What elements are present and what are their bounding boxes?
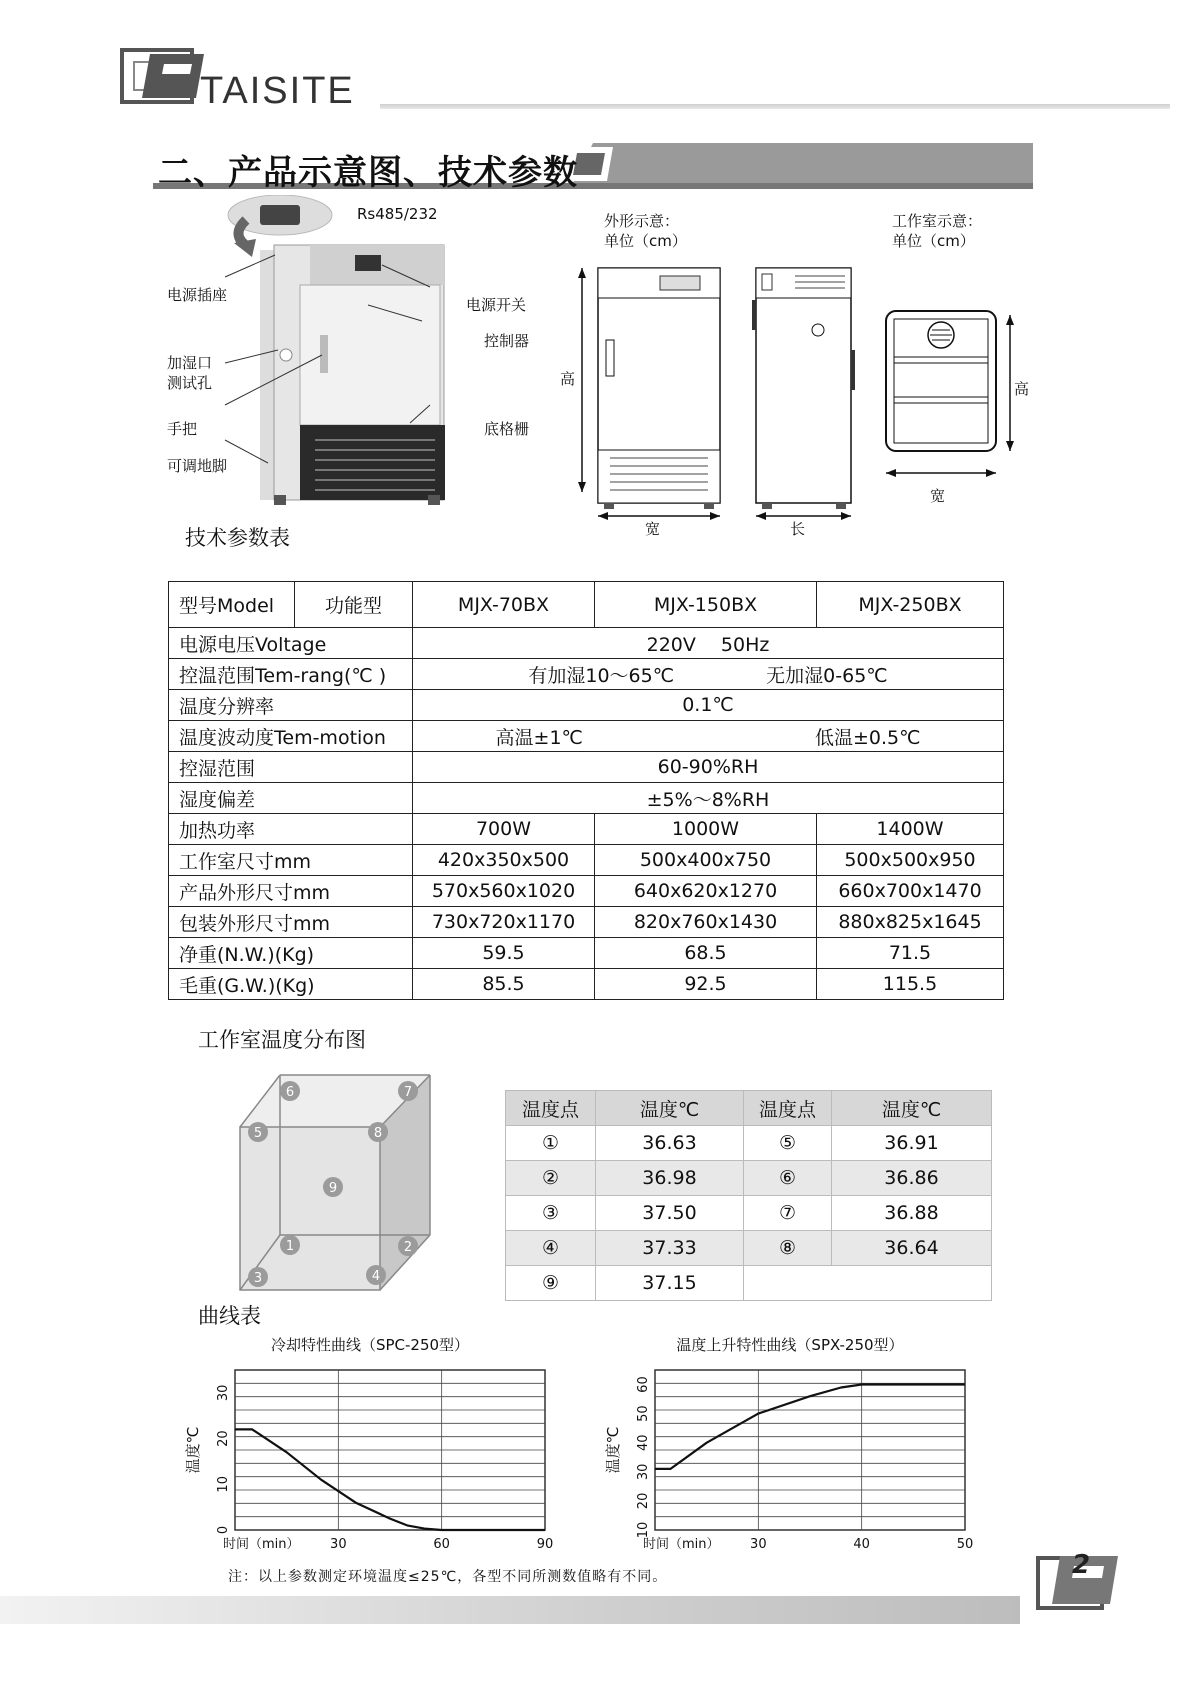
section-title: 二、产品示意图、技术参数 — [158, 153, 578, 193]
spec-label-voltage: 电源电压Voltage — [169, 628, 413, 659]
spec-label-humidity-dev: 湿度偏差 — [169, 783, 413, 814]
cooling-curve-chart — [180, 1330, 560, 1562]
spec-cell: 68.5 — [595, 938, 817, 969]
fluctuation-high: 高温±1℃ — [495, 726, 583, 749]
spec-cell: 420x350x500 — [413, 845, 595, 876]
x-tick-label: 60 — [433, 1537, 450, 1552]
chamber-drawing — [880, 305, 1030, 485]
dist-cell: 36.64 — [832, 1231, 992, 1266]
y-tick-label: 60 — [636, 1376, 651, 1393]
spec-row-label: 工作室尺寸mm — [169, 845, 413, 876]
spec-label-resolution: 温度分辨率 — [169, 690, 413, 721]
outline-title: 外形示意： — [604, 212, 680, 230]
cube-point-label: 5 — [253, 1126, 263, 1141]
spec-row-label: 包装外形尺寸mm — [169, 907, 413, 938]
curves-title: 曲线表 — [198, 1304, 261, 1328]
page-number: 2 — [1072, 1550, 1091, 1580]
spec-cell: 115.5 — [817, 969, 1004, 1000]
spec-row — [169, 814, 1004, 845]
x-tick-label: 50 — [956, 1537, 974, 1552]
cube-point-label: 8 — [373, 1126, 383, 1141]
series-line — [655, 1385, 965, 1469]
spec-row-label: 产品外形尺寸mm — [169, 876, 413, 907]
cube-point-label: 1 — [285, 1239, 295, 1254]
spec-value-fluctuation — [413, 721, 1004, 752]
spec-cell: 500x400x750 — [595, 845, 817, 876]
callout-power-switch: 电源开关 — [466, 296, 527, 314]
chart-title: 冷却特性曲线（SPC-250型） — [270, 1336, 470, 1354]
dist-cell: 36.91 — [832, 1126, 992, 1161]
y-tick-label: 20 — [216, 1430, 231, 1447]
spec-cell: 730x720x1170 — [413, 907, 595, 938]
dist-cell: 36.98 — [596, 1161, 744, 1196]
dist-cell: ② — [506, 1161, 596, 1196]
dist-header: 温度℃ — [832, 1091, 992, 1126]
dist-cell: 36.88 — [832, 1196, 992, 1231]
spec-row-label: 毛重(G.W.)(Kg) — [169, 969, 413, 1000]
callout-test-hole: 测试孔 — [167, 374, 213, 392]
outline-dim-high: 高 — [560, 370, 576, 388]
spec-cell: 500x500x950 — [817, 845, 1004, 876]
y-axis-label: 温度℃ — [184, 1426, 202, 1474]
dist-cell: ⑤ — [744, 1126, 832, 1161]
spec-value-voltage: 220V 50Hz — [413, 628, 1004, 659]
spec-header-m2: MJX-150BX — [595, 582, 817, 628]
connector-label: Rs485/232 — [357, 205, 438, 223]
spec-table-title: 技术参数表 — [185, 526, 290, 550]
callout-humidifier-port: 加湿口 — [167, 354, 213, 372]
chamber-cube-diagram — [230, 1065, 450, 1301]
dist-cell: ④ — [506, 1231, 596, 1266]
dist-header: 温度℃ — [596, 1091, 744, 1126]
spec-row — [169, 907, 1004, 938]
chamber-dim-high: 高 — [1014, 380, 1030, 398]
spec-label-humidity-range: 控湿范围 — [169, 752, 413, 783]
spec-header-m3: MJX-250BX — [817, 582, 1004, 628]
spec-value-resolution: 0.1℃ — [413, 690, 1004, 721]
spec-cell: 92.5 — [595, 969, 817, 1000]
x-tick-label: 30 — [330, 1537, 347, 1552]
taisite-logo-mark — [120, 40, 210, 110]
spec-cell: 700W — [413, 814, 595, 845]
series-line — [235, 1429, 545, 1530]
y-axis-label: 温度℃ — [604, 1426, 622, 1474]
cube-point-label: 9 — [328, 1181, 338, 1196]
spec-cell: 640x620x1270 — [595, 876, 817, 907]
dist-cell: ⑧ — [744, 1231, 832, 1266]
distribution-table — [505, 1090, 992, 1301]
spec-header-model: 型号Model — [169, 582, 295, 628]
dist-cell: 37.50 — [596, 1196, 744, 1231]
chamber-dim-width: 宽 — [930, 487, 946, 505]
spec-cell: 570x560x1020 — [413, 876, 595, 907]
dist-header: 温度点 — [744, 1091, 832, 1126]
cube-point-label: 3 — [253, 1271, 263, 1286]
y-tick-label: 30 — [636, 1463, 651, 1481]
y-tick-label: 30 — [216, 1384, 231, 1402]
cube-point-label: 7 — [403, 1085, 413, 1100]
temp-range-dry: 无加湿0-65℃ — [766, 664, 888, 687]
outline-dim-length: 长 — [790, 520, 806, 538]
temp-range-humidified: 有加湿10～65℃ — [528, 664, 675, 687]
spec-row — [169, 845, 1004, 876]
spec-cell: 85.5 — [413, 969, 595, 1000]
dist-cell: ③ — [506, 1196, 596, 1231]
spec-row-label: 净重(N.W.)(Kg) — [169, 938, 413, 969]
footnote: 注：以上参数测定环境温度≤25℃，各型不同所测数值略有不同。 — [228, 1569, 668, 1585]
cube-point-label: 2 — [403, 1240, 413, 1255]
distribution-title: 工作室温度分布图 — [198, 1028, 366, 1052]
spec-row — [169, 938, 1004, 969]
y-tick-label: 20 — [636, 1492, 651, 1510]
chamber-unit: 单位（cm） — [892, 232, 975, 250]
header-rule — [380, 104, 1170, 109]
callout-controller: 控制器 — [484, 332, 530, 350]
dist-cell: ⑦ — [744, 1196, 832, 1231]
spec-table — [168, 581, 1004, 1000]
dist-cell: 37.15 — [596, 1266, 744, 1301]
brand-name: TAISITE — [200, 70, 355, 112]
spec-header-function: 功能型 — [295, 582, 413, 628]
chamber-title: 工作室示意： — [892, 212, 983, 230]
spec-label-fluctuation: 温度波动度Tem-motion — [169, 721, 413, 752]
spec-cell: 1000W — [595, 814, 817, 845]
cube-point-label: 6 — [285, 1085, 295, 1100]
outline-dim-width: 宽 — [645, 520, 661, 538]
spec-label-temp-range: 控温范围Tem-rang(℃ ) — [169, 659, 413, 690]
dist-cell: 36.63 — [596, 1126, 744, 1161]
callout-handle: 手把 — [167, 420, 198, 438]
spec-row-label: 加热功率 — [169, 814, 413, 845]
outline-unit: 单位（cm） — [604, 232, 687, 250]
spec-cell: 1400W — [817, 814, 1004, 845]
spec-cell: 880x825x1645 — [817, 907, 1004, 938]
spec-header-m1: MJX-70BX — [413, 582, 595, 628]
heating-curve-chart — [600, 1330, 980, 1562]
x-tick-label: 40 — [853, 1537, 870, 1552]
dist-cell-empty — [744, 1266, 992, 1301]
y-tick-label: 40 — [636, 1434, 651, 1452]
x-axis-label: 时间（min） — [643, 1537, 720, 1552]
dist-cell: ⑥ — [744, 1161, 832, 1196]
dist-cell: ① — [506, 1126, 596, 1161]
y-tick-label: 50 — [636, 1405, 651, 1422]
callout-adjustable-feet: 可调地脚 — [167, 457, 228, 475]
dist-cell: ⑨ — [506, 1266, 596, 1301]
y-tick-label: 10 — [216, 1476, 231, 1493]
x-tick-label: 90 — [536, 1537, 554, 1552]
dist-cell: 37.33 — [596, 1231, 744, 1266]
chart-title: 温度上升特性曲线（SPX-250型） — [676, 1336, 904, 1354]
spec-cell: 59.5 — [413, 938, 595, 969]
x-tick-label: 30 — [750, 1537, 767, 1552]
spec-value-humidity-dev: ±5%～8%RH — [413, 783, 1004, 814]
footer-band — [0, 1582, 1200, 1632]
dist-header: 温度点 — [506, 1091, 596, 1126]
y-tick-label: 0 — [216, 1525, 231, 1535]
cube-point-label: 4 — [371, 1269, 381, 1284]
callout-power-socket: 电源插座 — [167, 286, 228, 304]
x-axis-label: 时间（min） — [223, 1537, 300, 1552]
outline-drawings — [570, 260, 870, 530]
y-tick-label: 10 — [636, 1521, 651, 1539]
spec-value-humidity-range: 60-90%RH — [413, 752, 1004, 783]
spec-value-temp-range — [413, 659, 1004, 690]
spec-cell: 660x700x1470 — [817, 876, 1004, 907]
fluctuation-low: 低温±0.5℃ — [814, 726, 921, 749]
spec-cell: 71.5 — [817, 938, 1004, 969]
dist-cell: 36.86 — [832, 1161, 992, 1196]
callout-bottom-grille: 底格栅 — [484, 420, 530, 438]
spec-row — [169, 969, 1004, 1000]
spec-row — [169, 876, 1004, 907]
spec-cell: 820x760x1430 — [595, 907, 817, 938]
